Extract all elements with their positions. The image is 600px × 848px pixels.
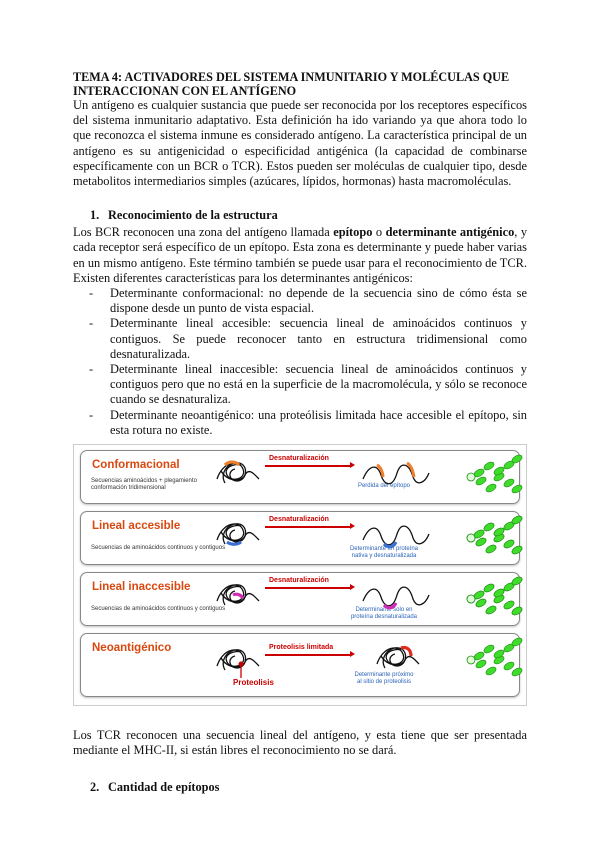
result-note: Determinante próximo al sitio de proteolisis <box>354 672 414 686</box>
antibody-domain <box>483 644 496 655</box>
antibody-icon <box>467 576 523 617</box>
antibody-domain <box>503 661 516 672</box>
section-1-text-a: Los BCR reconocen una zona del antígeno llamada <box>73 225 334 240</box>
epitope-mark <box>227 542 241 544</box>
panel-title: Lineal accesible <box>92 520 181 533</box>
term-epitopo: epítopo <box>333 225 373 240</box>
list-item: - Determinante conformacional: no depende de la secuencia sino de cómo ésta se dispone desde un punto de vista espacial. <box>73 286 527 316</box>
cleavage-site <box>239 662 244 667</box>
arrow-label: Proteolisis limitada <box>269 644 334 652</box>
antibody-domain <box>483 522 496 533</box>
panel-diagram <box>81 573 519 633</box>
section-2-number: 2. <box>90 780 100 795</box>
panel-title: Neoantigénico <box>92 642 172 655</box>
native-protein-icon <box>217 524 259 544</box>
denatured-protein-icon <box>363 526 429 545</box>
proteolysis-label: Proteolisis <box>233 678 274 688</box>
antibody-domain <box>511 545 524 556</box>
cleaved-protein-icon <box>377 648 419 668</box>
antibody-binding-site <box>467 473 475 481</box>
antibody-domain <box>503 539 516 550</box>
list-item: - Determinante neoantigénico: una proteólisis limitada hace accesible el epítopo, sin esta rotura no existe. <box>73 408 527 438</box>
antibody-binding-site <box>467 595 475 603</box>
antibody-domain <box>485 666 498 677</box>
denatured-protein-icon <box>363 587 429 606</box>
result-note: Determinante solo en proteína desnaturalizada <box>350 607 418 621</box>
list-item: - Determinante lineal inaccesible: secuencia lineal de aminoácidos continuos y contiguos pero que no está en la superficie de la macromolécula, y sólo se reconoce cuando se desnaturaliza. <box>73 362 527 408</box>
antibody-icon <box>467 637 523 678</box>
determinant-list <box>73 286 527 438</box>
section-1-text-c: , y cada receptor será específico de un epítopo. Esta zona es determinante y puede haber varias en un mismo antígeno. Este término también se puede usar para el reconocimiento de TCR. Existen diferentes características para los determinantes antigénicos: <box>73 225 528 285</box>
page-title: TEMA 4: ACTIVADORES DEL SISTEMA INMUNITARIO Y MOLÉCULAS QUE INTERACCIONAN CON EL ANTÍGENO <box>73 70 510 98</box>
antibody-domain <box>483 461 496 472</box>
panel-subtitle: Secuencias aminoácidos + plegamiento conformación tridimensional <box>91 478 197 492</box>
tcr-paragraph: Los TCR reconocen una secuencia lineal del antígeno, y esta tiene que ser presentada mediante el MHC-II, si están libres el reconocimiento no se dará. <box>73 728 527 758</box>
antibody-domain <box>485 483 498 494</box>
antibody-domain <box>511 606 524 617</box>
epitope-figure <box>73 444 527 706</box>
list-item: - Determinante lineal accesible: secuencia lineal de aminoácidos continuos y contiguos. Se puede reconocer tanto en estructura tridimensional como desnaturalizada. <box>73 316 527 362</box>
arrow-label: Desnaturalización <box>269 577 329 585</box>
antibody-domain <box>483 583 496 594</box>
panel-lineal-accesible <box>80 511 520 565</box>
antibody-binding-site <box>467 656 475 664</box>
epitope-mark <box>233 594 243 598</box>
panel-diagram <box>81 512 519 572</box>
section-1-heading <box>90 208 527 223</box>
arrow-label: Desnaturalización <box>269 455 329 463</box>
antibody-domain <box>485 544 498 555</box>
antibody-domain <box>503 600 516 611</box>
antibody-binding-site <box>467 534 475 542</box>
section-1-paragraph <box>73 225 527 286</box>
result-note: Perdida del epítopo <box>357 483 411 490</box>
result-note: Determinante en proteína nativa y desnaturalizada <box>349 546 419 560</box>
antibody-icon <box>467 454 523 495</box>
panel-neoantigenico <box>80 633 520 697</box>
section-1-text-b: o <box>372 225 386 240</box>
term-determinante: determinante antigénico <box>385 225 515 240</box>
panel-subtitle: Secuencias de aminoácidos continuos y contiguos <box>91 545 226 552</box>
antibody-domain <box>511 484 524 495</box>
section-2-title: Cantidad de epítopos <box>108 780 220 795</box>
epitope-mark <box>225 462 239 465</box>
panel-diagram <box>81 634 519 694</box>
native-protein-icon <box>217 650 259 670</box>
antibody-domain <box>511 667 524 678</box>
intro-paragraph: Un antígeno es cualquier sustancia que puede ser reconocida por los receptores específicos del sistema inmunitario adaptativo. Esta definición ha ido variando ya que ahora todo lo que reconozca el sistema inmune es considerado antígeno. La característica principal de un antígeno es su antigenicidad o especificidad antigénica (la capacidad de combinarse específicamente con un BCR o TCR). Estos pueden ser moléculas de cualquier tipo, desde metabolitos intermediarios simples (azúcares, lípidos, hormonas) hasta macromoléculas. <box>73 98 527 189</box>
panel-title: Lineal inaccesible <box>92 581 191 594</box>
antibody-domain <box>485 605 498 616</box>
panel-subtitle: Secuencias de aminoácidos continuos y contiguos <box>91 606 226 613</box>
section-1-title: Reconocimiento de la estructura <box>108 208 278 223</box>
section-2-heading <box>90 780 527 795</box>
panel-conformacional <box>80 450 520 504</box>
section-1-number: 1. <box>90 208 100 223</box>
panel-diagram <box>81 451 519 511</box>
document-page <box>73 70 527 797</box>
panel-title: Conformacional <box>92 459 180 472</box>
arrow-label: Desnaturalización <box>269 516 329 524</box>
antibody-icon <box>467 515 523 556</box>
panel-lineal-inaccesible <box>80 572 520 626</box>
antibody-domain <box>503 478 516 489</box>
denatured-protein-icon <box>363 465 429 484</box>
